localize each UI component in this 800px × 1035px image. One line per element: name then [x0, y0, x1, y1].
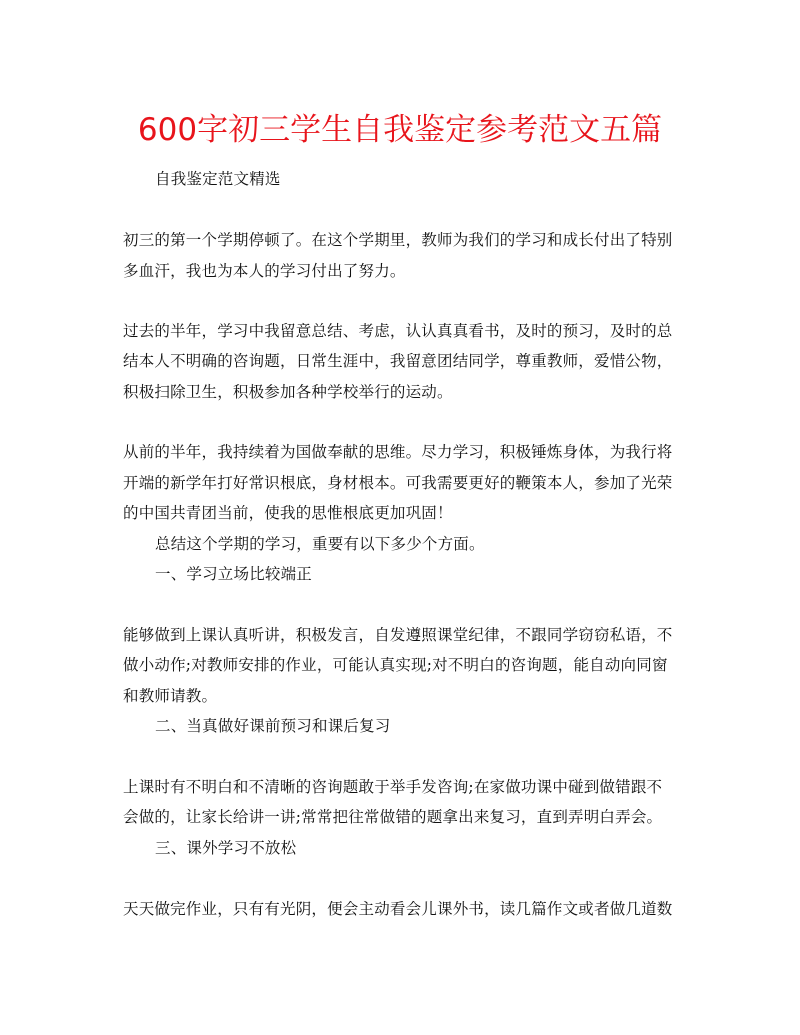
paragraph-line: 开端的新学年打好常识根底，身材根本。可我需要更好的鞭策本人，参加了光荣	[123, 474, 673, 492]
paragraph-line: 上课时有不明白和不清晰的咨询题敢于举手发咨询;在家做功课中碰到做错跟不	[123, 778, 663, 796]
paragraph-line: 天天做完作业，只有有光阴，便会主动看会儿课外书，读几篇作文或者做几道数	[123, 900, 673, 918]
paragraph-line: 做小动作;对教师安排的作业，可能认真实现;对不明白的咨询题，能自动向同窗	[123, 656, 668, 674]
paragraph-line: 会做的，让家长给讲一讲;常常把往常做错的题拿出来复习，直到弄明白弄会。	[123, 808, 663, 826]
paragraph-line: 从前的半年，我持续着为国做奉献的思维。尽力学习，积极锤炼身体，为我行将	[123, 443, 673, 461]
paragraph-line: 多血汗，我也为本人的学习付出了努力。	[123, 262, 406, 280]
section-heading: 二、当真做好课前预习和课后复习	[155, 717, 391, 735]
paragraph-line: 能够做到上课认真听讲，积极发言，自发遵照课堂纪律，不跟同学窃窃私语，不	[123, 626, 673, 644]
document-title: 600字初三学生自我鉴定参考范文五篇	[137, 112, 663, 148]
paragraph-line: 的中国共青团当前，使我的思惟根底更加巩固！	[123, 504, 453, 522]
paragraph-line: 结本人不明确的咨询题，日常生涯中，我留意团结同学，尊重教师，爱惜公物，	[123, 352, 673, 370]
paragraph-line: 积极扫除卫生，积极参加各种学校举行的运动。	[123, 383, 453, 401]
section-heading: 三、课外学习不放松	[155, 839, 297, 857]
paragraph-line: 初三的第一个学期停顿了。在这个学期里，教师为我们的学习和成长付出了特别	[123, 231, 673, 249]
paragraph-line: 和教师请教。	[123, 687, 218, 705]
document-subtitle: 自我鉴定范文精选	[155, 170, 281, 188]
paragraph-line: 过去的半年，学习中我留意总结、考虑，认认真真看书，及时的预习，及时的总	[123, 322, 673, 340]
paragraph-line: 总结这个学期的学习，重要有以下多少个方面。	[155, 535, 485, 553]
section-heading: 一、学习立场比较端正	[155, 565, 313, 583]
